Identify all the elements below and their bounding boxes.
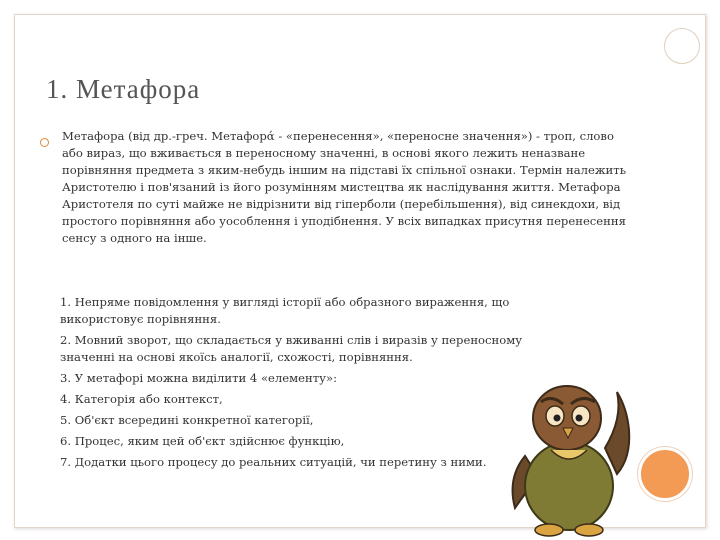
list-item: 2. Мовний зворот, що складається у вживанні слів і виразів у переносному значенні на основі якоїсь аналогії, схожості, порівняння.: [60, 333, 523, 364]
list-item: 3. У метафорі можна виділити 4 «елементу»:: [60, 371, 337, 385]
list-item: 5. Об'єкт всередині конкретної категорії,: [60, 413, 314, 427]
circle-bullet-icon: [40, 138, 49, 147]
slide-title: 1. Метафора: [46, 74, 201, 104]
list-item: 7. Додатки цього процесу до реальних ситуацій, чи перетину з ними.: [60, 455, 487, 469]
numbered-list: [60, 294, 560, 475]
list-item: 4. Категорія або контекст,: [60, 392, 223, 406]
decorative-circle-bottom: [638, 447, 692, 501]
list-item: 1. Непряме повідомлення у вигляді історії або образного вираження, що використовує порівняння.: [60, 295, 510, 326]
definition-paragraph: Метафора (від др.-греч. Метафорά - «перенесення», «переносне значення») - троп, слово або вираз, що вживається в переносному значенні, в основі якого лежить неназване порівняння предмета з яким-небудь іншим на підставі їх спільної ознаки. Термін належить Аристотелю і пов'язаний із його розумінням мистецтва як наслідування життя. Метафора Аристотеля по суті майже не відрізнити від гіперболи (перебільшення), від синекдохи, від простого порівняння або уособлення і уподібнення. У всіх випадках присутня перенесення сенсу з одного на інше.: [62, 129, 627, 245]
decorative-circle-top: [664, 28, 700, 64]
owl-icon: [505, 378, 637, 540]
list-item: 6. Процес, яким цей об'єкт здійснює функцію,: [60, 434, 345, 448]
